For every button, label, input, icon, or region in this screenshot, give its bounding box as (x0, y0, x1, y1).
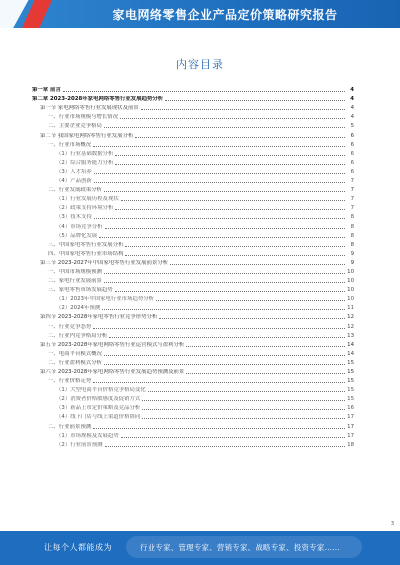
toc-leader-dots (142, 418, 345, 419)
toc-entry-page: 9 (350, 259, 354, 266)
toc-entry-title: （4）线下门店与线上渠道价格协同 (56, 414, 141, 421)
toc-entry[interactable] (32, 375, 354, 384)
toc-entry-page: 7 (350, 205, 354, 212)
toc-entry[interactable] (32, 339, 354, 348)
toc-leader-dots (115, 155, 345, 156)
toc-leader-dots (165, 100, 345, 101)
toc-entry-title: 一、行业价格走势 (48, 378, 92, 385)
toc-entry-title: （3）新品上市定价策略及竞品分析 (56, 405, 141, 412)
toc-entry-page: 17 (347, 432, 354, 439)
toc-entry-page: 17 (347, 423, 354, 430)
toc-entry[interactable] (32, 184, 354, 193)
report-header (0, 0, 400, 28)
toc-entry-title: （1）市场规模及发展趋势 (56, 432, 119, 439)
toc-entry[interactable] (32, 148, 354, 157)
toc-entry-page: 12 (347, 323, 354, 330)
toc-entry-page: 14 (347, 350, 354, 357)
toc-leader-dots (186, 346, 345, 347)
toc-entry-page: 9 (350, 250, 354, 257)
toc-leader-dots (142, 400, 345, 401)
toc-entry-page: 4 (350, 114, 354, 121)
toc-entry-page: 7 (350, 178, 354, 185)
toc-entry-page: 10 (347, 296, 354, 303)
toc-entry-title: 二、家电行业发展前景 (48, 278, 102, 285)
toc-entry-title: （2）2024年预测 (56, 305, 101, 312)
toc-entry[interactable] (32, 129, 354, 138)
toc-entry[interactable] (32, 439, 354, 448)
toc-entry-title: （5）品牌化发展 (56, 232, 98, 239)
toc-leader-dots (104, 127, 345, 128)
toc-entry[interactable] (32, 266, 354, 275)
toc-entry-title: 二、行业盈利模式分析 (48, 359, 102, 366)
toc-entry-page: 10 (347, 278, 354, 285)
toc-entry-title: 第五节 2023-2028年家电网络零售行业运营模式与盈利分析 (40, 341, 185, 348)
toc-entry-page: 7 (350, 196, 354, 203)
toc-entry-page: 16 (347, 405, 354, 412)
toc-entry[interactable] (32, 357, 354, 366)
toc-entry-title: （2）行业前景预测 (56, 441, 103, 448)
toc-entry-title: （1）大型电商平台价格竞争格局变化 (56, 387, 146, 394)
toc-entry-title: 一、行业竞争态势 (48, 323, 92, 330)
toc-leader-dots (102, 309, 345, 310)
toc-leader-dots (141, 109, 345, 110)
toc-entry-page: 6 (350, 159, 354, 166)
toc-entry[interactable] (32, 411, 354, 420)
toc-entry-title: 第六节 2023-2028年家电网络零售行业发展趋势预测及前景 (40, 369, 185, 375)
toc-entry[interactable] (32, 366, 354, 375)
toc-entry-title: 第二章 2023-2028年家电网络零售行业发展趋势分析 (32, 96, 164, 103)
toc-entry-title: （1）行业发展历程及现状 (56, 196, 119, 203)
toc-leader-dots (104, 282, 345, 283)
toc-entry-title: 二、行业发展政策分析 (48, 187, 102, 194)
toc-entry[interactable] (32, 293, 354, 302)
toc-entry-title: 二、行业内竞争格局分析 (48, 332, 108, 339)
toc-entry-title: （2）政策支持环境分析 (56, 205, 114, 212)
toc-entry[interactable] (32, 175, 354, 184)
toc-entry-page: 4 (350, 96, 354, 103)
toc-entry[interactable] (32, 430, 354, 439)
toc-entry[interactable] (32, 193, 354, 202)
toc-entry-page: 15 (347, 396, 354, 403)
toc-entry[interactable] (32, 284, 354, 293)
page-number: 3 (390, 521, 394, 527)
toc-entry-page: 6 (350, 141, 354, 148)
toc-entry-page: 12 (347, 314, 354, 321)
toc-entry[interactable] (32, 211, 354, 220)
toc-leader-dots (115, 164, 345, 165)
toc-entry-page: 17 (347, 414, 354, 421)
toc-leader-dots (94, 182, 345, 183)
toc-entry[interactable] (32, 420, 354, 429)
toc-entry-page: 11 (347, 305, 354, 312)
toc-entry-page: 8 (350, 232, 354, 239)
toc-entry-page: 15 (347, 378, 354, 385)
toc-entry[interactable] (32, 311, 354, 320)
toc-entry-page: 10 (347, 287, 354, 294)
toc-entry[interactable] (32, 93, 354, 102)
toc-entry[interactable] (32, 393, 354, 402)
toc-leader-dots (99, 237, 345, 238)
toc-entry-title: （2）综合服务能力分析 (56, 159, 114, 166)
toc-leader-dots (93, 428, 345, 429)
toc-leader-dots (104, 355, 345, 356)
toc-entry[interactable] (32, 320, 354, 329)
toc-entry-page: 5 (350, 123, 354, 130)
toc-entry-title: 第二节 我国家电网络零售行业发展分析 (40, 132, 134, 139)
toc-leader-dots (115, 209, 345, 210)
toc-leader-dots (135, 137, 345, 138)
toc-entry-title: （3）人才培养 (56, 168, 92, 175)
toc-leader-dots (121, 437, 345, 438)
toc-entry-title: （4）产品创新 (56, 178, 92, 185)
toc-entry[interactable] (32, 257, 354, 266)
toc-entry[interactable] (32, 120, 354, 129)
toc-entry-title: 二、主要企业竞争格局 (48, 123, 102, 130)
toc-entry-page: 8 (350, 241, 354, 248)
toc-entry-title: （1）2023年中国家电行业市场趋势分析 (56, 296, 155, 303)
toc-entry-page: 15 (347, 387, 354, 394)
toc-entry[interactable] (32, 239, 354, 248)
toc-leader-dots (94, 173, 345, 174)
toc-entry[interactable] (32, 111, 354, 120)
footer-slogan: 让每个人都能成为 (44, 543, 112, 552)
toc-leader-dots (63, 91, 345, 92)
table-of-contents (32, 84, 354, 448)
toc-entry[interactable] (32, 384, 354, 393)
toc-entry-page: 7 (350, 187, 354, 194)
toc-entry-page: 4 (350, 105, 354, 112)
toc-leader-dots (159, 318, 345, 319)
toc-entry-title: 三、中国家电零售行业发展分析 (48, 241, 124, 248)
toc-entry[interactable] (32, 330, 354, 339)
toc-entry-title: 三、家电零售市场发展趋势 (48, 287, 113, 294)
toc-leader-dots (104, 191, 345, 192)
toc-leader-dots (104, 364, 345, 365)
toc-entry-page: 18 (347, 441, 354, 448)
toc-leader-dots (105, 228, 345, 229)
toc-leader-dots (156, 300, 345, 301)
toc-leader-dots (170, 264, 345, 265)
toc-leader-dots (94, 218, 345, 219)
toc-entry-page: 10 (347, 268, 354, 275)
toc-entry-title: （1）行业基础数据分析 (56, 150, 114, 157)
toc-entry-page: 13 (347, 332, 354, 339)
toc-leader-dots (186, 373, 345, 374)
toc-leader-dots (121, 200, 345, 201)
header-red-stripe (22, 0, 52, 28)
toc-entry-title: 一、电商平台模式概况 (48, 350, 102, 357)
toc-entry-title: （3）技术支持 (56, 214, 92, 221)
toc-entry-page: 15 (347, 369, 354, 375)
toc-entry-title: 一、中国市场规模预测 (48, 268, 102, 275)
toc-entry-page: 8 (350, 214, 354, 221)
toc-entry-page: 6 (350, 150, 354, 157)
toc-entry-title: 第一章 前言 (32, 87, 61, 94)
toc-entry[interactable] (32, 220, 354, 229)
toc-leader-dots (125, 255, 345, 256)
toc-leader-dots (104, 273, 345, 274)
toc-heading: 内容目录 (176, 58, 224, 71)
report-footer (0, 531, 400, 565)
toc-entry[interactable] (32, 84, 354, 93)
toc-entry[interactable] (32, 139, 354, 148)
toc-leader-dots (93, 146, 345, 147)
toc-entry[interactable] (32, 348, 354, 357)
toc-entry[interactable] (32, 275, 354, 284)
report-title: 家电网络零售企业产品定价策略研究报告 (112, 8, 338, 22)
toc-entry[interactable] (32, 230, 354, 239)
toc-entry[interactable] (32, 402, 354, 411)
toc-entry-title: 四、中国家电零售行业市场结构 (48, 250, 124, 257)
toc-entry[interactable] (32, 102, 354, 111)
toc-entry-page: 8 (350, 223, 354, 230)
toc-entry-title: 一、行业市场规模与增长情况 (48, 114, 119, 121)
toc-leader-dots (93, 328, 345, 329)
toc-entry-page: 15 (347, 359, 354, 366)
toc-entry-page: 4 (350, 87, 354, 94)
toc-entry-title: 一、行业市场概况 (48, 141, 92, 148)
toc-entry-title: 二、行业前景预测 (48, 423, 92, 430)
toc-entry-page: 6 (350, 168, 354, 175)
toc-entry[interactable] (32, 302, 354, 311)
toc-leader-dots (105, 446, 345, 447)
toc-leader-dots (109, 337, 345, 338)
toc-entry[interactable] (32, 248, 354, 257)
toc-entry-title: （2）消费者价格敏感度及促销方式 (56, 396, 141, 403)
toc-entry-title: （4）市场竞争分析 (56, 223, 103, 230)
toc-entry[interactable] (32, 166, 354, 175)
toc-entry-title: 第三节 2023-2027年中国家电零售行业发展前景分析 (40, 259, 169, 266)
toc-leader-dots (93, 382, 345, 383)
toc-entry-title: 第一节 家电网络零售行业发展现状及前景 (40, 105, 139, 112)
toc-leader-dots (120, 118, 345, 119)
toc-leader-dots (125, 246, 345, 247)
toc-leader-dots (115, 291, 345, 292)
toc-entry-page: 14 (347, 341, 354, 348)
toc-leader-dots (148, 391, 345, 392)
footer-roles: 行业专家、管理专家、营销专家、战略专家、投资专家…… (140, 543, 340, 552)
toc-entry[interactable] (32, 157, 354, 166)
toc-entry-title: 第四节 2023-2028年家电零售行业竞争形势分析 (40, 314, 158, 321)
toc-leader-dots (142, 409, 345, 410)
toc-entry[interactable] (32, 202, 354, 211)
toc-entry-page: 6 (350, 132, 354, 139)
